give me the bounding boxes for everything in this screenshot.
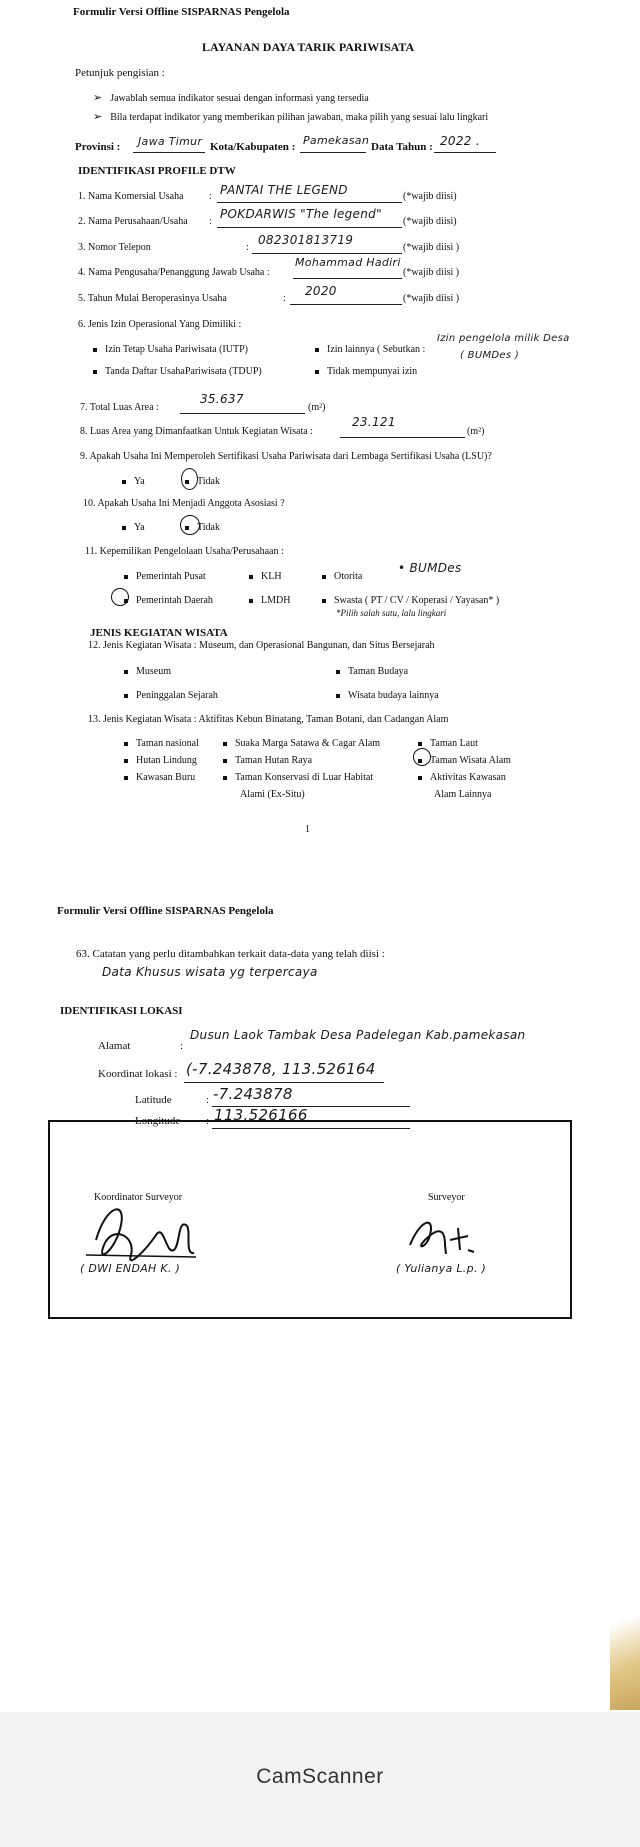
paper-edge-shadow bbox=[610, 1560, 640, 1710]
kota-value: Pamekasan bbox=[303, 134, 370, 147]
q13-option-aktivitas-2: Alam Lainnya bbox=[434, 789, 492, 800]
petunjuk-label: Petunjuk pengisian : bbox=[75, 67, 165, 79]
koordinat-label: Koordinat lokasi : bbox=[98, 1068, 178, 1080]
petunjuk-item-1: ➢ Jawablah semua indikator sesuai dengan informasi yang tersedia bbox=[93, 92, 369, 104]
q6-label: 6. Jenis Izin Operasional Yang Dimiliki : bbox=[78, 319, 242, 330]
field-4-label: 4. Nama Pengusaha/Penanggung Jawab Usaha : bbox=[78, 267, 270, 278]
form-title: LAYANAN DAYA TARIK PARIWISATA bbox=[202, 40, 415, 54]
provinsi-label: Provinsi : bbox=[75, 141, 121, 153]
q9-option-ya: Ya bbox=[122, 476, 145, 487]
latitude-label: Latitude bbox=[135, 1094, 172, 1106]
surveyor-name: ( Yulianya L.p. ) bbox=[396, 1262, 487, 1275]
page2-header: Formulir Versi Offline SISPARNAS Pengelola bbox=[57, 905, 274, 917]
field-4-value: Mohammad Hadiri bbox=[295, 256, 401, 269]
q12-option-taman-budaya: Taman Budaya bbox=[336, 666, 408, 677]
q63-label: 63. Catatan yang perlu ditambahkan terkait data-data yang telah diisi : bbox=[76, 948, 385, 960]
q13-option-taman-wisata-alam: Taman Wisata Alam bbox=[418, 755, 511, 766]
page-number: 1 bbox=[305, 824, 310, 835]
q9-option-tidak: Tidak bbox=[185, 476, 220, 487]
q7-label: 7. Total Luas Area : bbox=[80, 402, 159, 413]
q12-option-wisata-budaya: Wisata budaya lainnya bbox=[336, 690, 439, 701]
field-2-label: 2. Nama Perusahaan/Usaha bbox=[78, 216, 188, 227]
q10-label: 10. Apakah Usaha Ini Menjadi Anggota Asosiasi ? bbox=[83, 498, 285, 509]
section-lokasi-title: IDENTIFIKASI LOKASI bbox=[60, 1005, 183, 1017]
q8-label: 8. Luas Area yang Dimanfaatkan Untuk Kegiatan Wisata : bbox=[80, 426, 313, 437]
q13-option-kawasan-buru: Kawasan Buru bbox=[124, 772, 195, 783]
q6-option-other: Izin lainnya ( Sebutkan : bbox=[315, 344, 425, 355]
kota-label: Kota/Kabupaten : bbox=[210, 141, 296, 153]
longitude-value: 113.526166 bbox=[214, 1106, 308, 1124]
surveyor-signature bbox=[400, 1210, 490, 1260]
q7-value: 35.637 bbox=[200, 392, 244, 406]
q12-label: 12. Jenis Kegiatan Wisata : Museum, dan Operasional Bangunan, dan Situs Bersejarah bbox=[88, 640, 435, 651]
q13-option-tahura: Taman Hutan Raya bbox=[223, 755, 312, 766]
alamat-value: Dusun Laok Tambak Desa Padelegan Kab.pamekasan bbox=[190, 1028, 526, 1042]
q6-option-tdup: Tanda Daftar UsahaPariwisata (TDUP) bbox=[93, 366, 262, 377]
q11-option-klh: KLH bbox=[249, 571, 282, 582]
q13-option-taman-laut: Taman Laut bbox=[418, 738, 478, 749]
q6-option-none: Tidak mempunyai izin bbox=[315, 366, 417, 377]
petunjuk-item-2: ➢ Bila terdapat indikator yang memberikan pilihan jawaban, maka pilih yang sesuai lalu lingkari bbox=[93, 111, 489, 123]
q13-option-hutan-lindung: Hutan Lindung bbox=[124, 755, 197, 766]
q6-option-iutp: Izin Tetap Usaha Pariwisata (IUTP) bbox=[93, 344, 248, 355]
q13-option-taman-nasional: Taman nasional bbox=[124, 738, 199, 749]
q11-option-daerah: Pemerintah Daerah bbox=[124, 595, 213, 606]
q11-handwritten-bumdes: • BUMDes bbox=[398, 561, 462, 575]
q11-option-lmdh: LMDH bbox=[249, 595, 290, 606]
field-2-value: POKDARWIS "The legend" bbox=[220, 207, 382, 221]
q13-option-konservasi-2: Alami (Ex-Situ) bbox=[240, 789, 305, 800]
arrow-right-icon: ➢ bbox=[93, 111, 103, 123]
q11-label: 11. Kepemilikan Pengelolaan Usaha/Perusahaan : bbox=[85, 546, 284, 557]
q13-option-suaka: Suaka Marga Satawa & Cagar Alam bbox=[223, 738, 380, 749]
q11-option-swasta: Swasta ( PT / CV / Koperasi / Yayasan* ) bbox=[322, 595, 499, 606]
q12-option-museum: Museum bbox=[124, 666, 171, 677]
field-3-value: 082301813719 bbox=[258, 233, 354, 247]
alamat-label: Alamat bbox=[98, 1040, 131, 1052]
tahun-label: Data Tahun : bbox=[371, 141, 433, 153]
q9-selected-circle bbox=[181, 468, 198, 490]
page1-header: Formulir Versi Offline SISPARNAS Pengelola bbox=[73, 6, 290, 18]
q8-value: 23.121 bbox=[352, 415, 396, 429]
field-5-value: 2020 bbox=[305, 284, 337, 298]
q6-other-value-1: Izin pengelola milik Desa bbox=[437, 333, 570, 344]
q13-option-konservasi: Taman Konservasi di Luar Habitat bbox=[223, 772, 373, 783]
field-5-label: 5. Tahun Mulai Beroperasinya Usaha bbox=[78, 293, 227, 304]
provinsi-value: Jawa Timur bbox=[138, 135, 203, 148]
latitude-value: -7.243878 bbox=[213, 1085, 293, 1103]
field-1-label: 1. Nama Komersial Usaha bbox=[78, 191, 184, 202]
q10-option-tidak: Tidak bbox=[185, 522, 220, 533]
field-1-value: PANTAI THE LEGEND bbox=[220, 183, 348, 197]
q11-note: *Pilih salah satu, lalu lingkari bbox=[336, 608, 447, 618]
surveyor-label: Surveyor bbox=[428, 1192, 465, 1203]
koordinat-value: (-7.243878, 113.526164 bbox=[186, 1060, 376, 1078]
koordinator-name: ( DWI ENDAH K. ) bbox=[80, 1262, 181, 1275]
q63-value: Data Khusus wisata yg terpercaya bbox=[102, 965, 318, 979]
tahun-value: 2022 . bbox=[440, 134, 480, 148]
camscanner-brand: CamScanner bbox=[256, 1765, 384, 1788]
section-profile-title: IDENTIFIKASI PROFILE DTW bbox=[78, 165, 236, 177]
q9-label: 9. Apakah Usaha Ini Memperoleh Sertifikasi Usaha Pariwisata dari Lembaga Sertifikasi Usaha (LSU)? bbox=[80, 451, 492, 462]
q10-option-ya: Ya bbox=[122, 522, 145, 533]
q11-option-pusat: Pemerintah Pusat bbox=[124, 571, 206, 582]
q11-option-otorita: Otorita bbox=[322, 571, 362, 582]
section-kegiatan-title: JENIS KEGIATAN WISATA bbox=[90, 627, 228, 639]
arrow-right-icon: ➢ bbox=[93, 92, 103, 104]
longitude-label: Longitude bbox=[135, 1115, 181, 1127]
field-3-label: 3. Nomor Telepon bbox=[78, 242, 151, 253]
q12-option-peninggalan: Peninggalan Sejarah bbox=[124, 690, 218, 701]
q13-label: 13. Jenis Kegiatan Wisata : Aktifitas Kebun Binatang, Taman Botani, dan Cadangan Alam bbox=[88, 714, 449, 725]
q6-other-value-2: ( BUMDes ) bbox=[460, 350, 520, 361]
q10-selected-circle bbox=[180, 515, 200, 535]
q13-option-aktivitas: Aktivitas Kawasan bbox=[418, 772, 506, 783]
koordinator-label: Koordinator Surveyor bbox=[94, 1192, 183, 1203]
q13-selected-circle bbox=[413, 748, 431, 766]
q11-selected-circle bbox=[111, 588, 129, 606]
